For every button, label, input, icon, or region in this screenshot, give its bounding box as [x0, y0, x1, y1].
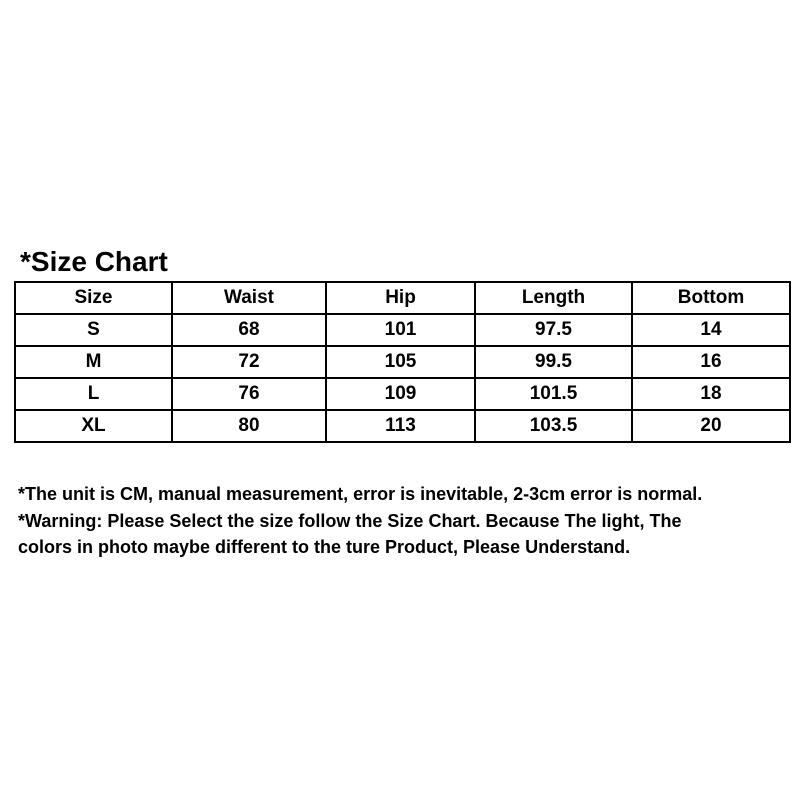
cell-bottom: 14: [632, 314, 790, 346]
table-row: [15, 378, 790, 410]
cell-hip: 105: [326, 346, 475, 378]
header-cell-waist: Waist: [172, 282, 326, 314]
size-chart-table: [14, 281, 791, 443]
table-row: [15, 346, 790, 378]
cell-hip: 109: [326, 378, 475, 410]
cell-size: M: [15, 346, 172, 378]
header-cell-hip: Hip: [326, 282, 475, 314]
cell-hip: 101: [326, 314, 475, 346]
cell-size: S: [15, 314, 172, 346]
cell-waist: 68: [172, 314, 326, 346]
cell-waist: 76: [172, 378, 326, 410]
cell-waist: 72: [172, 346, 326, 378]
table-row: [15, 314, 790, 346]
cell-size: L: [15, 378, 172, 410]
cell-bottom: 16: [632, 346, 790, 378]
table-row: [15, 410, 790, 442]
warning-note-line-2: colors in photo maybe different to the ture Product, Please Understand.: [18, 537, 631, 557]
header-cell-size: Size: [15, 282, 172, 314]
cell-waist: 80: [172, 410, 326, 442]
cell-length: 103.5: [475, 410, 632, 442]
unit-note: *The unit is CM, manual measurement, error is inevitable, 2-3cm error is normal.: [18, 484, 703, 504]
cell-length: 97.5: [475, 314, 632, 346]
cell-length: 99.5: [475, 346, 632, 378]
table-header-row: [15, 282, 790, 314]
cell-length: 101.5: [475, 378, 632, 410]
cell-size: XL: [15, 410, 172, 442]
cell-bottom: 18: [632, 378, 790, 410]
header-cell-bottom: Bottom: [632, 282, 790, 314]
cell-hip: 113: [326, 410, 475, 442]
header-cell-length: Length: [475, 282, 632, 314]
cell-bottom: 20: [632, 410, 790, 442]
size-chart-title: *Size Chart: [20, 246, 168, 277]
size-notes: [18, 481, 796, 561]
warning-note-line-1: *Warning: Please Select the size follow the Size Chart. Because The light, The: [18, 510, 682, 531]
